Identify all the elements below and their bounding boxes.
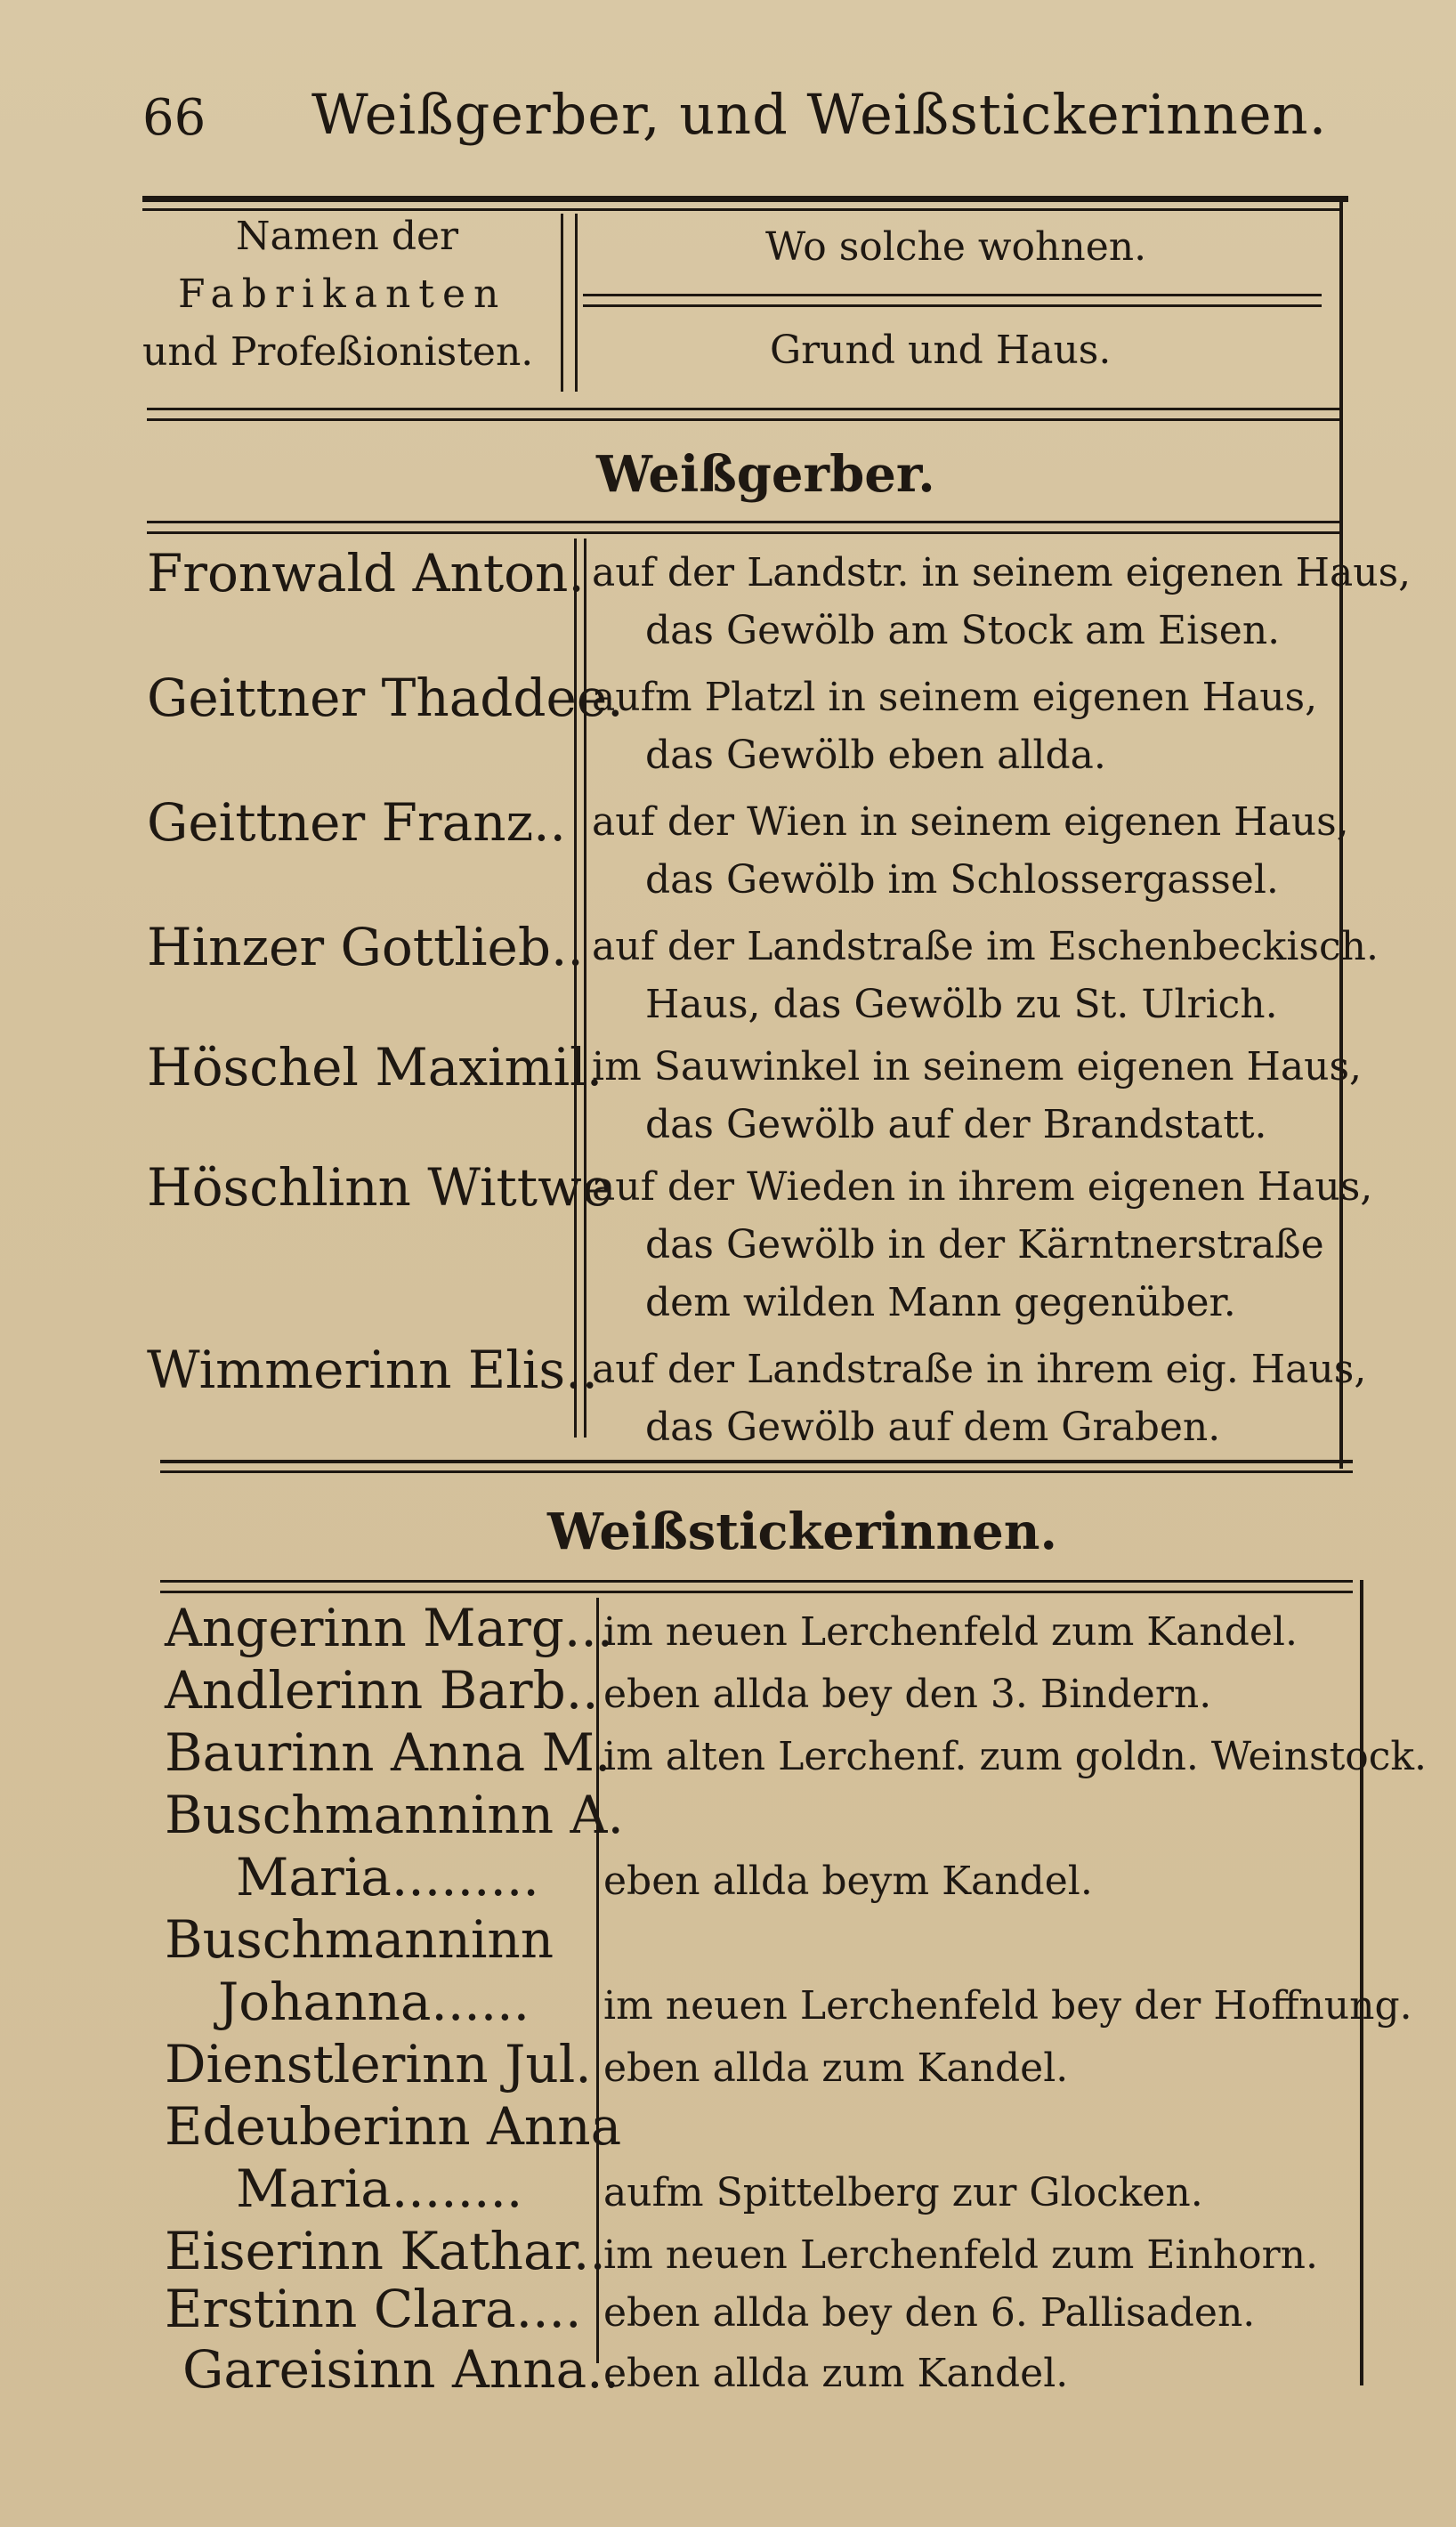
section-title-weissgerber: Weißgerber. bbox=[596, 445, 935, 504]
section1-end-rule-2 bbox=[160, 1470, 1353, 1473]
entry-name: Buschmanninn A. bbox=[165, 1785, 624, 1845]
section1-end-rule bbox=[160, 1460, 1353, 1463]
entry-name: Eiserinn Kathar.. bbox=[165, 2221, 606, 2281]
entry-name: Gareisinn Anna.. bbox=[182, 2339, 620, 2400]
entry-name: Erstinn Clara.... bbox=[165, 2279, 582, 2339]
entry-name: Angerinn Marg... bbox=[165, 1598, 614, 1658]
header-divider-2 bbox=[575, 214, 578, 392]
header-col2-top: Wo solche wohnen. bbox=[765, 224, 1147, 270]
entry-name: Höschlinn Wittwe bbox=[147, 1157, 613, 1218]
entry-name: Andlerinn Barb.. bbox=[165, 1660, 599, 1721]
header-divider bbox=[561, 214, 563, 392]
header-middle-rule bbox=[583, 294, 1322, 296]
section2-rule bbox=[160, 1580, 1353, 1583]
entry-address: aufm Spittelberg zur Glocken. bbox=[603, 2170, 1203, 2215]
entry-name: Geittner Franz.. bbox=[147, 792, 566, 853]
entry-address: Haus, das Gewölb zu St. Ulrich. bbox=[645, 982, 1278, 1027]
entry-name: Dienstlerinn Jul. bbox=[165, 2034, 592, 2094]
entry-address: das Gewölb im Schlossergassel. bbox=[645, 857, 1279, 903]
entry-name: Höschel Maximil. bbox=[147, 1037, 603, 1097]
entry-address: eben allda zum Kandel. bbox=[603, 2351, 1069, 2396]
entry-address: aufm Platzl in seinem eigenen Haus, bbox=[592, 675, 1318, 720]
entry-address: eben allda bey den 3. Bindern. bbox=[603, 1672, 1212, 1717]
top-rule bbox=[142, 196, 1348, 202]
entry-address: auf der Landstraße im Eschenbeckisch. bbox=[592, 924, 1379, 969]
section1-rule bbox=[147, 521, 1339, 523]
section2-rule-2 bbox=[160, 1591, 1353, 1593]
entry-name: Edeuberinn Anna bbox=[165, 2096, 622, 2157]
entry-address: eben allda bey den 6. Pallisaden. bbox=[603, 2290, 1256, 2336]
entry-name: Maria......... bbox=[236, 1847, 539, 1907]
entry-address: im alten Lerchenf. zum goldn. Weinstock. bbox=[603, 1734, 1428, 1779]
header-bottom-rule bbox=[147, 408, 1339, 410]
header-bottom-rule-2 bbox=[147, 418, 1339, 421]
entry-address: eben allda zum Kandel. bbox=[603, 2045, 1069, 2091]
entry-address: auf der Landstr. in seinem eigenen Haus, bbox=[592, 550, 1412, 595]
entry-address: auf der Wieden in ihrem eigenen Haus, bbox=[592, 1164, 1373, 1210]
entry-address: dem wilden Mann gegenüber. bbox=[645, 1280, 1236, 1325]
entry-address: im neuen Lerchenfeld zum Einhorn. bbox=[603, 2232, 1318, 2278]
entry-address: eben allda beym Kandel. bbox=[603, 1859, 1093, 1904]
entry-name: Maria........ bbox=[236, 2158, 523, 2219]
entry-address: das Gewölb auf der Brandstatt. bbox=[645, 1102, 1267, 1147]
entry-name: Wimmerinn Elis.. bbox=[147, 1340, 598, 1400]
entry-name: Fronwald Anton. bbox=[147, 543, 585, 603]
entry-name: Hinzer Gottlieb.. bbox=[147, 917, 584, 977]
entry-name: Geittner Thaddee. bbox=[147, 668, 624, 728]
header-col1-line2: Fabrikanten bbox=[178, 271, 507, 317]
header-middle-rule-2 bbox=[583, 304, 1322, 307]
section1-rule-2 bbox=[147, 531, 1339, 534]
entry-name: Baurinn Anna M. bbox=[165, 1722, 611, 1783]
entry-address: das Gewölb am Stock am Eisen. bbox=[645, 608, 1281, 653]
entry-address: das Gewölb auf dem Graben. bbox=[645, 1405, 1221, 1450]
entry-address: auf der Wien in seinem eigenen Haus, bbox=[592, 799, 1349, 845]
entry-name: Johanna...... bbox=[218, 1972, 530, 2032]
entry-address: auf der Landstraße in ihrem eig. Haus, bbox=[592, 1347, 1367, 1392]
header-col1-line1: Namen der bbox=[236, 214, 459, 259]
section-title-weissstickerinnen: Weißstickerinnen. bbox=[547, 1502, 1058, 1561]
header-col1-line3: und Profeßionisten. bbox=[142, 329, 534, 375]
page-number: 66 bbox=[142, 89, 206, 147]
entry-address: im neuen Lerchenfeld bey der Hoffnung. bbox=[603, 1983, 1412, 2029]
running-head: Weißgerber, und Weißstickerinnen. bbox=[311, 82, 1328, 147]
entry-address: das Gewölb eben allda. bbox=[645, 733, 1106, 778]
entry-name: Buschmanninn bbox=[165, 1909, 554, 1970]
header-col2-bottom: Grund und Haus. bbox=[770, 328, 1112, 373]
top-rule-thin bbox=[142, 208, 1339, 211]
entry-address: im Sauwinkel in seinem eigenen Haus, bbox=[592, 1044, 1363, 1089]
entry-address: im neuen Lerchenfeld zum Kandel. bbox=[603, 1609, 1298, 1655]
entry-address: das Gewölb in der Kärntnerstraße bbox=[645, 1222, 1324, 1268]
